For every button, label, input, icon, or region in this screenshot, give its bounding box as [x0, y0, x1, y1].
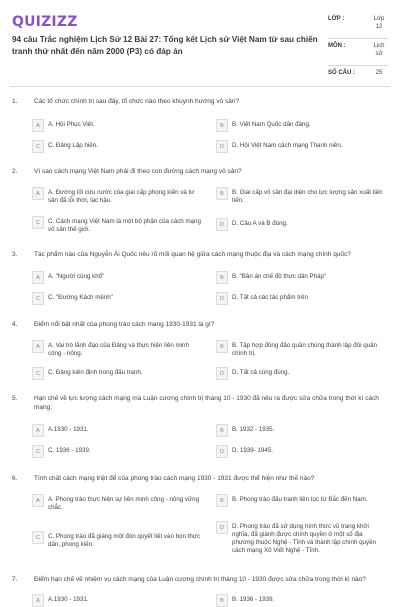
question-text: Điểm nổi bật nhất của phong trào cách mạng 1930-1931 là gì?: [34, 321, 215, 328]
option-b[interactable]: [216, 340, 386, 358]
option-d[interactable]: [216, 445, 386, 458]
option-c[interactable]: [32, 216, 202, 234]
header-divider: [10, 86, 390, 87]
question-stem: [10, 474, 388, 483]
option-b[interactable]: [216, 271, 386, 284]
question-number: 5.: [12, 395, 18, 402]
option-text: A.1930 - 1931.: [48, 595, 89, 603]
question-text: Các tổ chức chính trị sau đây, tổ chức nào theo khuynh hướng vô sản?: [34, 98, 240, 105]
subject-value: Lịch sử: [373, 43, 385, 57]
option-letter-badge: B: [216, 340, 228, 353]
option-b[interactable]: [216, 424, 386, 437]
option-text: A.1930 - 1931.: [48, 425, 89, 433]
option-letter-badge: A: [32, 594, 44, 607]
option-letter-badge: A: [32, 424, 44, 437]
option-a[interactable]: [32, 594, 202, 607]
option-letter-badge: B: [216, 494, 228, 507]
option-letter-badge: A: [32, 271, 44, 284]
subject-row: [328, 39, 388, 66]
option-text: A. Đường lối cứu nước của giai cấp phong kiến và tư sản đã lỗi thời, lạc hậu.: [48, 188, 195, 204]
option-b[interactable]: [216, 187, 386, 205]
question-text: Vì sao cách mạng Việt Nam phải đi theo con đường cách mạng vô sản?: [34, 168, 242, 175]
grade-label: LỚP :: [328, 16, 345, 22]
option-c[interactable]: [32, 140, 202, 153]
option-text: A. Hội Phục Việt.: [48, 120, 95, 128]
option-letter-badge: D: [216, 292, 228, 305]
option-letter-badge: C: [32, 367, 44, 380]
question-text: Tác phẩm nào của Nguyễn Ái Quốc nêu rõ mối quan hệ giữa cách mạng thuộc địa và cách mạng chính quốc?: [34, 251, 351, 258]
question-5: [10, 394, 388, 455]
option-text: C. Cách mạng Việt Nam là một bộ phận của cách mạng vô sản thế giới.: [48, 217, 201, 233]
option-letter-badge: D: [216, 445, 228, 458]
option-text: C. Phong trào đã giáng một đòn quyết liệt vào bọn thực dân, phong kiến.: [48, 532, 201, 548]
option-letter-badge: C: [32, 216, 44, 229]
question-number: 1.: [12, 98, 18, 105]
option-c[interactable]: [32, 445, 202, 458]
question-6: [10, 474, 388, 554]
question-7: [10, 575, 388, 604]
count-label: SỐ CÂU :: [328, 70, 355, 76]
option-letter-badge: B: [216, 424, 228, 437]
option-text: B. Việt Nam Quốc dân đảng.: [232, 120, 311, 128]
option-letter-badge: C: [32, 531, 44, 544]
option-text: A. Phong trào thực hiện sự liên minh công - nông vững chắc.: [48, 495, 200, 511]
option-a[interactable]: [32, 271, 202, 284]
subject-label: MÔN :: [328, 43, 346, 49]
option-text: C. 1936 - 1939.: [48, 446, 91, 454]
option-letter-badge: B: [216, 594, 228, 607]
option-text: B. 1932 - 1935.: [232, 425, 275, 433]
option-text: D. Tất cả cùng đúng.: [232, 368, 290, 376]
option-text: B. 1936 - 1939.: [232, 595, 275, 603]
option-letter-badge: A: [32, 494, 44, 507]
option-letter-badge: A: [32, 119, 44, 132]
option-a[interactable]: [32, 424, 202, 437]
option-text: D. Câu A và B đúng.: [232, 219, 288, 227]
option-text: C. Đảng kiên định trong đấu tranh.: [48, 368, 143, 376]
grade-value: Lớp 12: [373, 16, 385, 30]
question-stem: [10, 97, 388, 106]
option-letter-badge: D: [216, 140, 228, 153]
option-text: C. Đảng Lập hiến.: [48, 141, 98, 149]
option-text: A. "Người cùng khổ": [48, 272, 105, 280]
question-1: [10, 97, 388, 150]
option-letter-badge: A: [32, 340, 44, 353]
question-number: 7.: [12, 576, 18, 583]
option-c[interactable]: [32, 531, 202, 549]
option-d[interactable]: [216, 521, 386, 555]
option-b[interactable]: [216, 594, 386, 607]
grade-row: [328, 12, 388, 39]
option-d[interactable]: [216, 218, 386, 231]
count-value: 25: [375, 70, 383, 76]
option-text: D. Phong trào đã sử dụng hình thức vũ trang khởi nghĩa, đã giành được chính quyền ở một số địa phương thuộc Nghệ - Tĩnh và thành lập chính quyền cách mạng Xô Viết Nghệ - Tĩnh.: [232, 522, 376, 554]
quizizz-logo: QUIZIZZ: [12, 14, 78, 30]
option-letter-badge: C: [32, 445, 44, 458]
count-row: [328, 66, 388, 80]
option-letter-badge: D: [216, 521, 228, 534]
option-text: A. Vai trò lãnh đạo của Đảng và thực hiện liên minh công - nông.: [48, 341, 189, 357]
option-a[interactable]: [32, 340, 202, 358]
option-a[interactable]: [32, 119, 202, 132]
option-d[interactable]: [216, 140, 386, 153]
option-text: B. "Bản án chế độ thực dân Pháp": [232, 272, 327, 280]
option-letter-badge: A: [32, 187, 44, 200]
question-stem: [10, 575, 388, 584]
option-text: B. Giai cấp vô sản đại diện cho lực lượng sản xuất tiên tiến.: [232, 188, 383, 204]
option-text: B. Tập hợp đông đảo quần chúng thành lập đội quân chính trị.: [232, 341, 378, 357]
option-d[interactable]: [216, 367, 386, 380]
option-letter-badge: B: [216, 119, 228, 132]
question-2: [10, 167, 388, 233]
option-a[interactable]: [32, 494, 202, 512]
option-letter-badge: C: [32, 292, 44, 305]
option-letter-badge: D: [216, 367, 228, 380]
question-text: Điểm hạn chế về nhiệm vụ cách mạng của Luận cương chính trị tháng 10 - 1930 được sửa chữa trong thời kì nào?: [34, 576, 366, 583]
option-text: D. Tất cả các tác phẩm trên: [232, 293, 308, 301]
question-stem: [10, 250, 388, 259]
option-c[interactable]: [32, 292, 202, 305]
question-stem: [10, 394, 388, 412]
question-text: Hạn chế về lực lượng cách mạng mà Luận cương chính trị tháng 10 - 1930 đã nêu ra được sửa chữa trong thời kì cách mạng:: [34, 395, 379, 411]
worksheet-header: [10, 12, 390, 82]
question-number: 4.: [12, 321, 18, 328]
meta-box: [328, 12, 388, 80]
question-stem: [10, 167, 388, 176]
option-text: C. "Đường Kách mệnh": [48, 293, 113, 301]
option-text: D. Hội Việt Nam cách mạng Thanh niên.: [232, 141, 343, 149]
option-letter-badge: B: [216, 187, 228, 200]
option-text: D. 1939- 1945.: [232, 446, 273, 454]
option-a[interactable]: [32, 187, 202, 205]
worksheet-title: 94 câu Trắc nghiệm Lịch Sử 12 Bài 27: Tổng kết Lịch sử Việt Nam từ sau chiến tranh thứ nhất đến năm 2000 (P3) có đáp án: [12, 35, 318, 56]
option-d[interactable]: [216, 292, 386, 305]
question-number: 6.: [12, 475, 18, 482]
question-3: [10, 250, 388, 302]
question-text: Tính chất cách mạng triệt để của phong trào cách mạng 1930 - 1931 được thể hiện như thế nào?: [34, 475, 315, 482]
question-4: [10, 320, 388, 377]
option-c[interactable]: [32, 367, 202, 380]
option-letter-badge: D: [216, 218, 228, 231]
question-number: 2.: [12, 168, 18, 175]
option-b[interactable]: [216, 494, 386, 507]
question-number: 3.: [12, 251, 18, 258]
option-letter-badge: C: [32, 140, 44, 153]
question-stem: [10, 320, 388, 329]
option-text: B. Phong trào đấu tranh liên tục từ Bắc đến Nam.: [232, 495, 368, 503]
option-letter-badge: B: [216, 271, 228, 284]
option-b[interactable]: [216, 119, 386, 132]
